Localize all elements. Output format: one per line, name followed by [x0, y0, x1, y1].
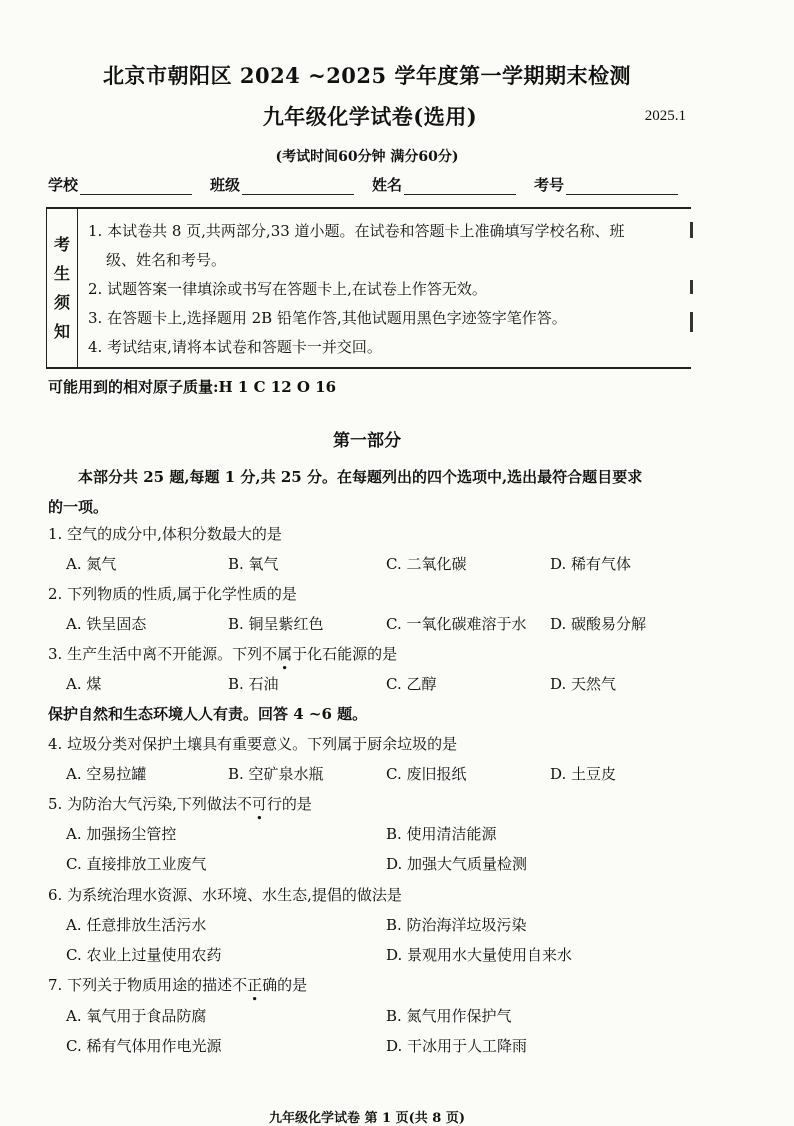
- scan-edge-mark: [690, 280, 693, 294]
- option-a[interactable]: A. 氧气用于食品防腐: [66, 1007, 207, 1025]
- notice-item: 3. 在答题卡上,选择题用 2B 铅笔作答,其他试题用黑色字迹签字笔作答。: [88, 309, 567, 327]
- option-c[interactable]: C. 一氧化碳难溶于水: [386, 615, 527, 633]
- emphasis-text: 不属于: [262, 645, 308, 663]
- option-d[interactable]: D. 景观用水大量使用自来水: [386, 946, 573, 964]
- student-info-fields: [48, 174, 696, 195]
- name-field[interactable]: 姓名: [372, 174, 516, 195]
- notice-item: 级、姓名和考号。: [106, 251, 227, 269]
- part-title: 第一部分: [333, 431, 401, 451]
- option-b[interactable]: B. 铜呈紫红色: [228, 615, 324, 633]
- option-b[interactable]: B. 空矿泉水瓶: [228, 765, 324, 783]
- notice-item: 2. 试题答案一律填涂或书写在答题卡上,在试卷上作答无效。: [88, 280, 487, 298]
- option-b[interactable]: B. 石油: [228, 675, 279, 693]
- option-a[interactable]: A. 煤: [66, 675, 102, 693]
- option-c[interactable]: C. 直接排放工业废气: [66, 855, 207, 873]
- option-b[interactable]: B. 防治海洋垃圾污染: [386, 916, 527, 934]
- exam-notice-box: [46, 207, 691, 369]
- exam-number-field[interactable]: 考号: [534, 174, 678, 195]
- question-stem: 7. 下列关于物质用途的描述不正确的是: [48, 976, 308, 994]
- question-stem: 1. 空气的成分中,体积分数最大的是: [48, 525, 282, 543]
- page-footer: 九年级化学试卷 第 1 页(共 8 页): [268, 1111, 466, 1126]
- option-b[interactable]: B. 氮气用作保护气: [386, 1007, 512, 1025]
- part-intro: 本部分共 25 题,每题 1 分,共 25 分。在每题列出的四个选项中,选出最符合题目要求 的一项。: [48, 468, 643, 516]
- option-b[interactable]: B. 使用清洁能源: [386, 825, 497, 843]
- emphasis-text: 不可行: [236, 795, 282, 813]
- option-c[interactable]: C. 二氧化碳: [386, 555, 467, 573]
- option-d[interactable]: D. 稀有气体: [550, 555, 632, 573]
- emphasis-text: 不正确: [232, 976, 278, 994]
- option-c[interactable]: C. 废旧报纸: [386, 765, 467, 783]
- question-group-intro: 保护自然和生态环境人人有责。回答 4 ~6 题。: [48, 705, 368, 723]
- option-a[interactable]: A. 铁呈固态: [66, 615, 147, 633]
- option-a[interactable]: A. 任意排放生活污水: [66, 916, 207, 934]
- exam-title: 北京市朝阳区 2024 ~2025 学年度第一学期期末检测: [103, 63, 631, 88]
- option-d[interactable]: D. 土豆皮: [550, 765, 617, 783]
- scan-edge-mark: [690, 222, 693, 238]
- question-stem: 3. 生产生活中离不开能源。下列不属于化石能源的是: [48, 645, 398, 663]
- exam-date: 2025.1: [644, 108, 686, 124]
- option-c[interactable]: C. 乙醇: [386, 675, 437, 693]
- notice-label: 考 生 须 知: [47, 209, 78, 367]
- option-a[interactable]: A. 加强扬尘管控: [66, 825, 177, 843]
- option-d[interactable]: D. 天然气: [550, 675, 617, 693]
- option-d[interactable]: D. 加强大气质量检测: [386, 855, 528, 873]
- school-field[interactable]: 学校: [48, 174, 192, 195]
- question-stem: 4. 垃圾分类对保护土壤具有重要意义。下列属于厨余垃圾的是: [48, 735, 458, 753]
- notice-item: 4. 考试结束,请将本试卷和答题卡一并交回。: [88, 338, 382, 356]
- option-a[interactable]: A. 氮气: [66, 555, 117, 573]
- option-c[interactable]: C. 稀有气体用作电光源: [66, 1037, 222, 1055]
- option-b[interactable]: B. 氧气: [228, 555, 279, 573]
- option-a[interactable]: A. 空易拉罐: [66, 765, 147, 783]
- exam-info: (考试时间60分钟 满分60分): [275, 149, 459, 165]
- notice-item: 1. 本试卷共 8 页,共两部分,33 道小题。在试卷和答题卡上准确填写学校名称、班: [88, 222, 625, 240]
- atomic-mass-note: 可能用到的相对原子质量:H 1 C 12 O 16: [48, 378, 337, 396]
- class-field[interactable]: 班级: [210, 174, 354, 195]
- scan-edge-mark: [690, 312, 693, 332]
- exam-subtitle: 九年级化学试卷(选用): [262, 104, 478, 129]
- option-d[interactable]: D. 干冰用于人工降雨: [386, 1037, 528, 1055]
- question-stem: 5. 为防治大气污染,下列做法不可行的是: [48, 795, 312, 813]
- notice-items: [78, 209, 688, 367]
- question-stem: 2. 下列物质的性质,属于化学性质的是: [48, 585, 297, 603]
- option-d[interactable]: D. 碳酸易分解: [550, 615, 647, 633]
- question-stem: 6. 为系统治理水资源、水环境、水生态,提倡的做法是: [48, 886, 402, 904]
- option-c[interactable]: C. 农业上过量使用农药: [66, 946, 222, 964]
